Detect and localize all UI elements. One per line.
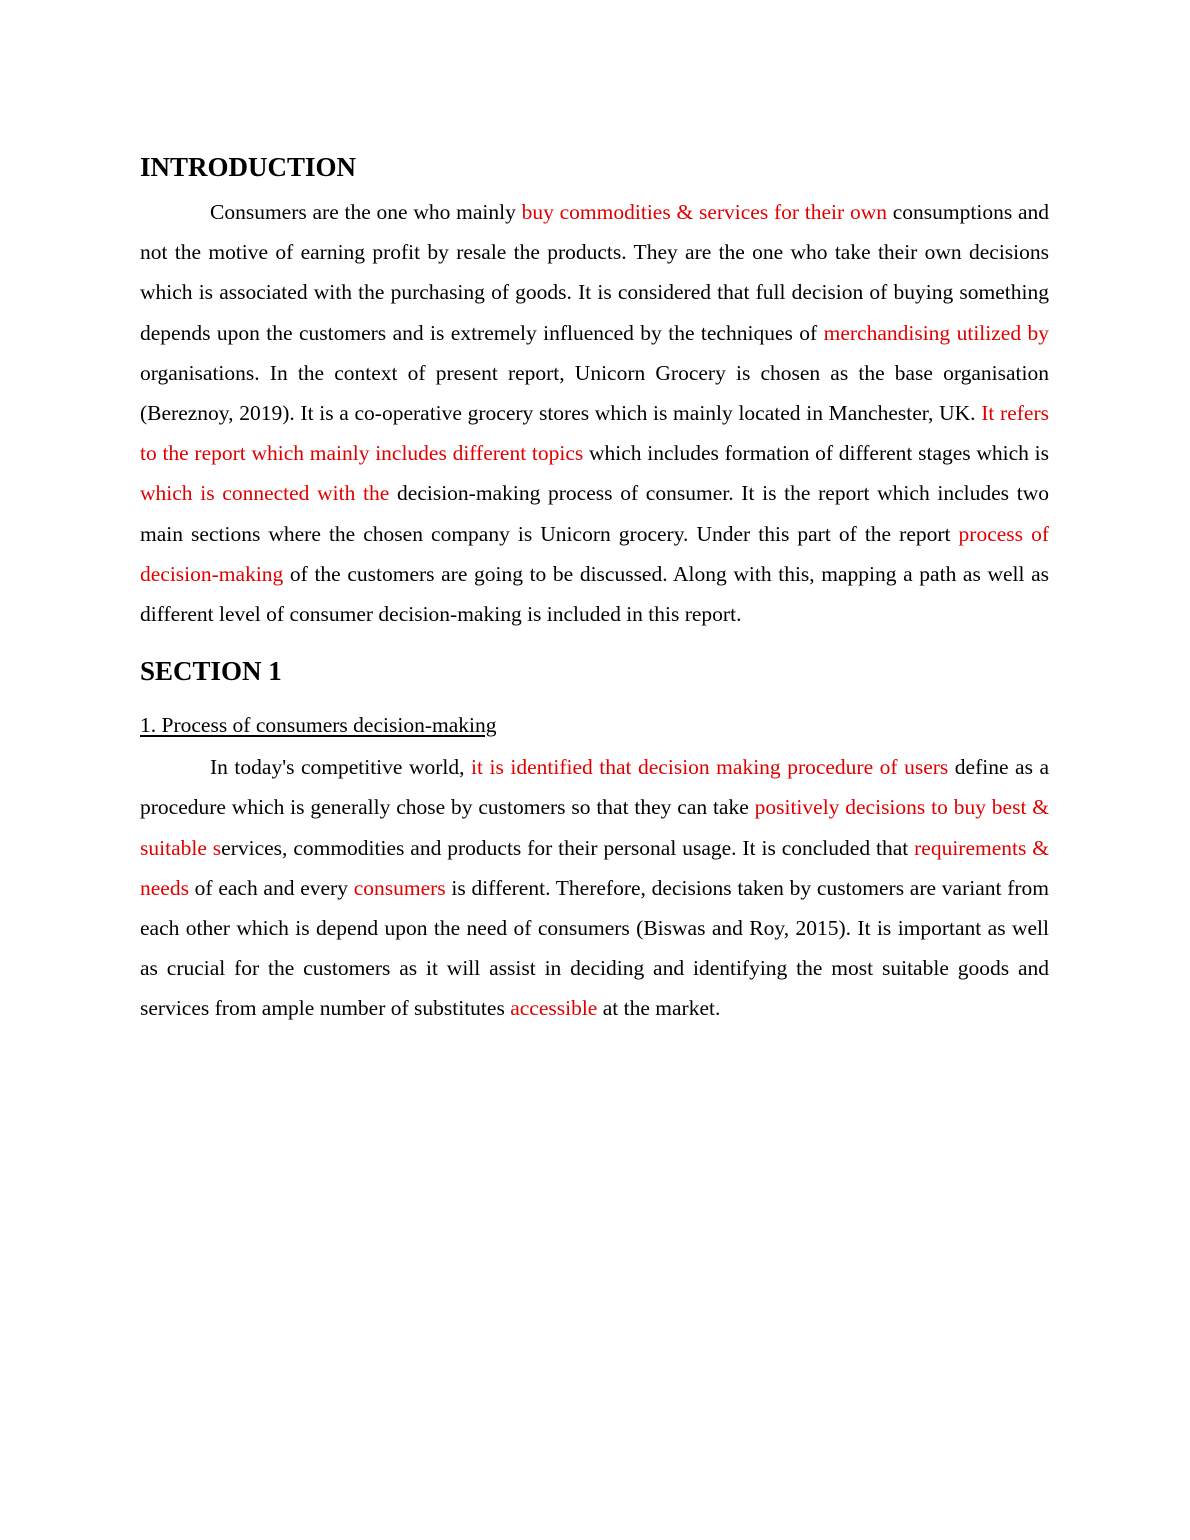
text-segment: which includes formation of different stages which is <box>583 441 1049 466</box>
highlighted-text-segment: accessible <box>510 996 598 1021</box>
text-segment: of the customers are going to be discussed. Along with this, mapping a path as well as different level of consumer decision-making is included in this report. <box>140 561 1049 627</box>
text-segment: Consumers are the one who mainly <box>210 200 522 224</box>
introduction-heading: INTRODUCTION <box>140 152 357 182</box>
text-segment: decision-making process of consumer. It is the report which includes two main sections where the chosen company is Unicorn grocery. Under this part of the report <box>140 481 1049 546</box>
text-segment: is different. Therefore, decisions taken by customers are variant from each other which is depend upon the need of consumers (Biswas and Roy, 2015). It is important as well as crucial for the customers as it will assist in deciding and identifying the most suitable goods and services from ample number of substitutes <box>140 875 1049 1021</box>
highlighted-text-segment: process of decision-making <box>140 521 1049 586</box>
highlighted-text-segment: It refers to the report which mainly includes different topics <box>140 401 1049 466</box>
highlighted-text-segment: merchandising utilized by <box>823 320 1049 345</box>
highlighted-text-segment: requirements & needs <box>140 835 1049 900</box>
section-1-heading: SECTION 1 <box>140 656 282 687</box>
highlighted-text-segment: it is identified that decision making procedure of users <box>471 755 949 780</box>
text-segment: In today's competitive world, <box>210 755 472 780</box>
text-segment: organisations. In the context of present report, Unicorn Grocery is chosen as the base organisation (Bereznoy, 2019). It is a co-operative grocery stores which is mainly located in Manchester, UK. <box>140 360 1049 426</box>
highlighted-text-segment: positively decisions to buy best & suitable s <box>140 795 1049 860</box>
process-paragraph <box>140 747 1049 1028</box>
highlighted-text-segment: buy commodities & services for their own <box>521 200 887 224</box>
process-subheading <box>140 710 1049 740</box>
text-segment: ervices, commodities and products for their personal usage. It is concluded that <box>221 835 915 860</box>
text-segment: define as a procedure which is generally chose by customers so that they can take <box>140 755 1050 820</box>
introduction-paragraph <box>140 192 1049 634</box>
text-segment: at the market. <box>597 996 721 1021</box>
process-subheading-text: 1. Process of consumers decision-making <box>140 713 497 738</box>
text-segment: consumptions and not the motive of earning profit by resale the products. They are the one who take their own decisions which is associated with the purchasing of goods. It is considered that full decision of buying something depends upon the customers and is extremely influenced by the techniques of <box>140 200 1049 345</box>
highlighted-text-segment: consumers <box>353 875 446 900</box>
text-segment: of each and every <box>188 875 354 900</box>
highlighted-text-segment: which is connected with the <box>140 481 390 506</box>
document-page <box>140 150 1049 1029</box>
